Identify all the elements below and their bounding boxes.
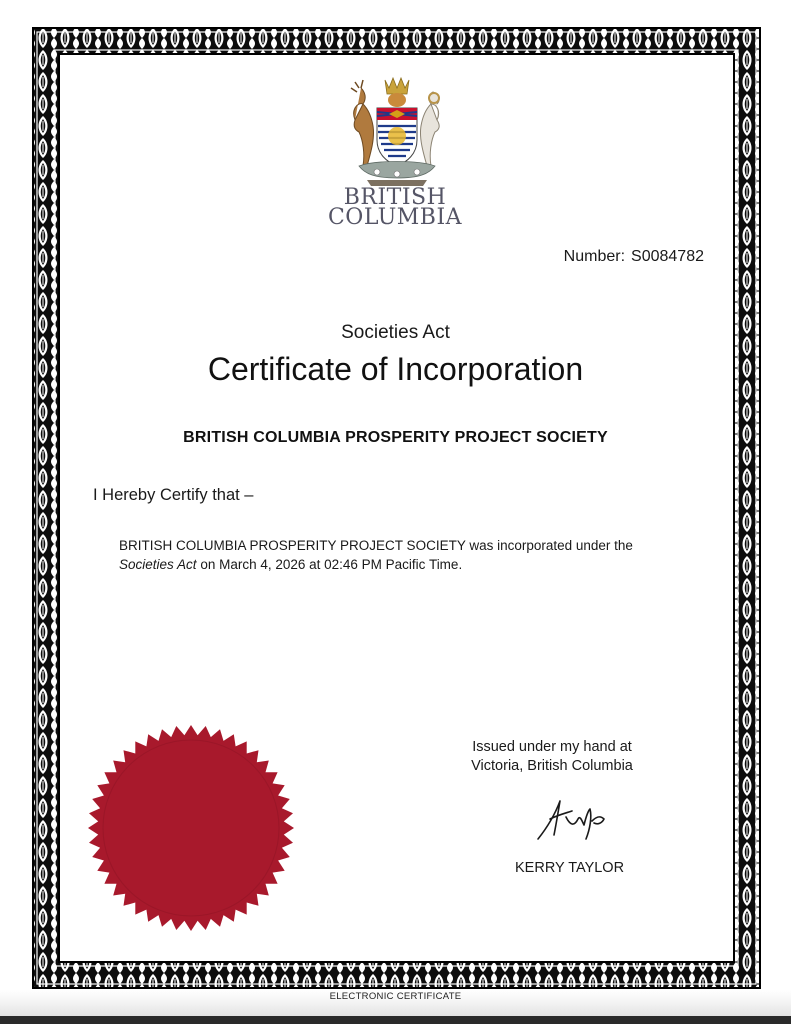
society-name: BRITISH COLUMBIA PROSPERITY PROJECT SOCIETY (183, 429, 608, 446)
issuance-block (460, 738, 644, 776)
bc-coat-of-arms-icon (345, 74, 449, 190)
wordmark-british: BRITISH (343, 185, 447, 210)
act-title: Societies Act (341, 322, 450, 343)
issued-line-2: Victoria, British Columbia (471, 758, 633, 774)
certify-line: I Hereby Certify that – (93, 486, 254, 504)
wordmark-columbia: COLUMBIA (327, 205, 463, 230)
issued-line-1: Issued under my hand at (472, 739, 632, 755)
number-label: Number: (563, 248, 626, 265)
signer-name: KERRY TAYLOR (515, 860, 625, 876)
footer-bar (0, 1016, 791, 1024)
footer-label: ELECTRONIC CERTIFICATE (329, 991, 462, 1002)
signature-icon (532, 795, 612, 843)
red-seal-icon (87, 724, 295, 932)
incorporation-statement (119, 536, 699, 574)
certificate-title: Certificate of Incorporation (207, 351, 584, 387)
number-value: S0084782 (631, 248, 704, 265)
statement-start: BRITISH COLUMBIA PROSPERITY PROJECT SOCIETY was incorporated under the (119, 538, 633, 553)
statement-act: Societies Act (119, 557, 197, 572)
certificate-number (564, 248, 704, 266)
statement-end: on March 4, 2026 at 02:46 PM Pacific Time. (200, 557, 463, 572)
